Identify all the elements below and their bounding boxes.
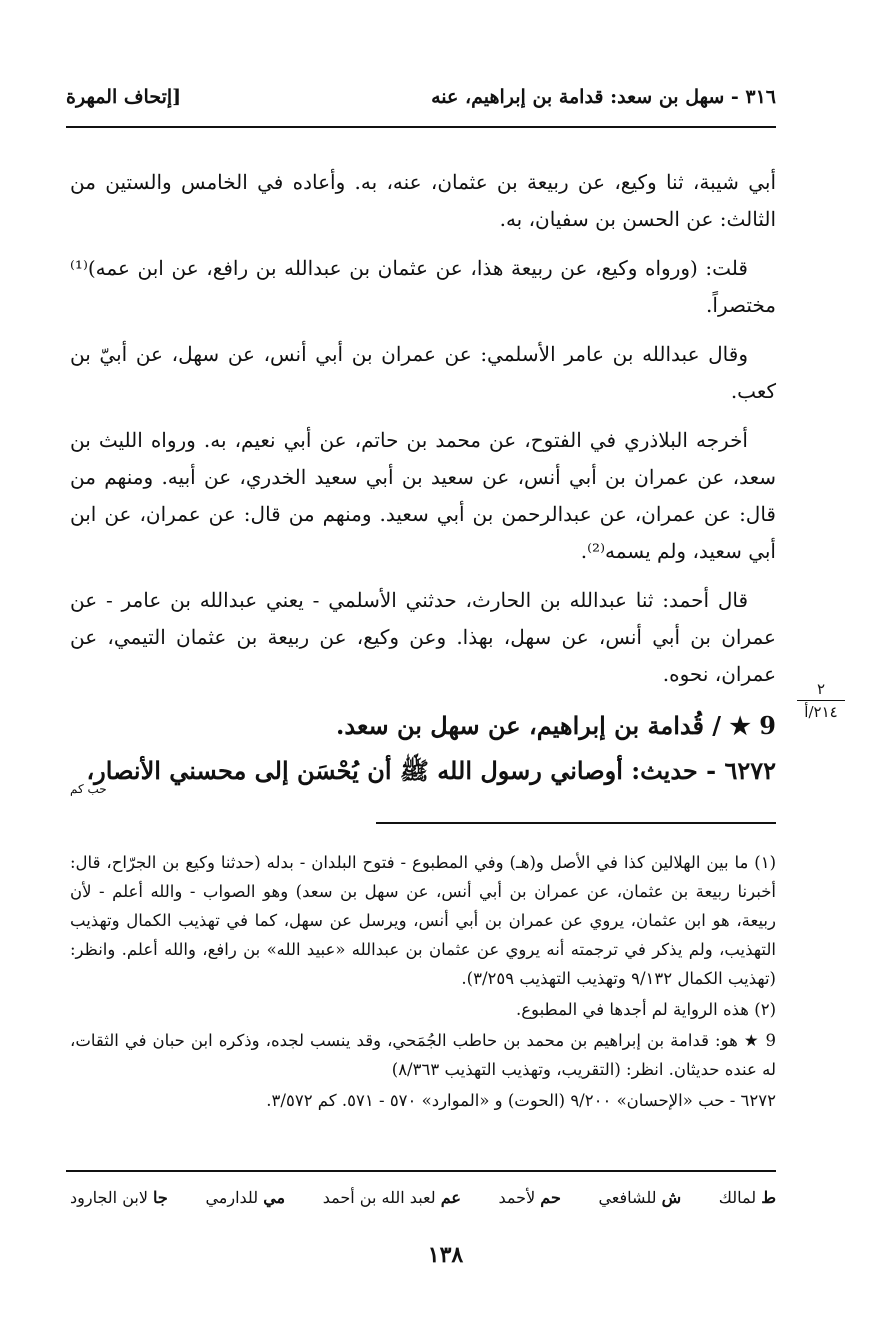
margin-ref-bottom: ٢١٤/أ	[804, 703, 838, 721]
page-number: ١٣٨	[427, 1242, 464, 1268]
abbr-label: لمالك	[718, 1188, 757, 1207]
paragraph: أخرجه البلاذري في الفتوح، عن محمد بن حاتم، عن أبي نعيم، به. ورواه الليث بن سعد، عن عمران بن أبي أنس، عن سعيد بن أبي سعيد الخدري، عن أبيه. ومنهم من قال: عن عمران، عن عبدالرحمن بن أبي سعيد. ومنهم من قال: عن عمران، عن ابن أبي سعيد، ولم يسمه⁽²⁾.	[70, 428, 777, 563]
hadith-sigla	[70, 782, 776, 796]
main-text	[70, 164, 776, 791]
abbr-label: للشافعي	[598, 1188, 657, 1207]
footnote: 9 ★ هو: قدامة بن إبراهيم بن محمد بن حاطب الجُمَحي، وقد ينسب لجده، وذكره ابن حبان في الثقات، له عنده حديثان. انظر: (التقريب، وتهذيب التهذيب ٨/٣٦٣)	[70, 1031, 776, 1079]
abbr-code: ط	[761, 1188, 776, 1207]
paragraph: قلت: (ورواه وكيع، عن ربيعة هذا، عن عثمان بن عبدالله بن رافع، عن ابن عمه)⁽¹⁾ مختصراً.	[70, 256, 776, 317]
footnote: (٢) هذه الرواية لم أجدها في المطبوع.	[515, 1000, 776, 1019]
narrator-heading: 9 ★ / قُدامة بن إبراهيم، عن سهل بن سعد.	[336, 711, 776, 740]
paragraph: وقال عبدالله بن عامر الأسلمي: عن عمران بن أبي أنس، عن سهل، عن أبيّ بن كعب.	[70, 342, 776, 403]
footnote: (١) ما بين الهلالين كذا في الأصل و(هـ) وفي المطبوع - فتوح البلدان - بدله (حدثنا وكيع بن الجرّاح، قال: أخبرنا ربيعة بن عثمان، عن عمران بن أبي أنس، عن سهل بن سعد) وهو الصواب - والله أعلم - لأن ربيعة، هو ابن عثمان، يروي عن عمران بن أبي أنس، ويرسل عن سهل، كما في تهذيب الكمال وتهذيب التهذيب، ولم يذكر في ترجمته أنه يروي عن عثمان بن عبدالله «عبيد الله» بن رافع، والله أعلم. وانظر: (تهذيب الكمال ٩/١٣٢ وتهذيب التهذيب ٣/٢٥٩).	[70, 853, 776, 988]
footnote: ٦٢٧٢ - حب «الإحسان» ٩/٢٠٠ (الحوت) و «الموارد» ٥٧٠ - ٥٧١. كم ٣/٥٧٢.	[266, 1091, 776, 1110]
abbr-code: جا	[153, 1188, 168, 1207]
abbr-item	[719, 1188, 776, 1207]
sigla-text: حب كم	[70, 782, 107, 796]
abbreviation-key	[70, 1188, 776, 1207]
margin-ref-top: ٢	[816, 680, 826, 698]
footnotes	[70, 848, 776, 1117]
abbr-label: للدارمي	[205, 1188, 259, 1207]
running-header	[66, 86, 776, 120]
abbr-code: مي	[263, 1188, 286, 1207]
header-divider	[66, 126, 776, 128]
abbr-item	[70, 1188, 168, 1207]
abbr-label: لأحمد	[498, 1188, 536, 1207]
abbr-code: حم	[540, 1188, 561, 1207]
abbr-item	[598, 1188, 681, 1207]
abbr-item	[499, 1188, 561, 1207]
abbr-item	[205, 1188, 285, 1207]
header-chapter-title: ٣١٦ - سهل بن سعد: قدامة بن إبراهيم، عنه	[431, 86, 776, 108]
margin-ref-bar	[797, 700, 845, 701]
abbr-label: لعبد الله بن أحمد	[322, 1188, 436, 1207]
paragraph: قال أحمد: ثنا عبدالله بن الحارث، حدثني الأسلمي - يعني عبدالله بن عامر - عن عمران بن أبي أنس، عن سهل، بهذا. وعن وكيع، عن ربيعة بن عثمان التيمي، عن عمران، نحوه.	[70, 588, 776, 686]
abbr-label: لابن الجارود	[70, 1188, 148, 1207]
abbr-code: عم	[440, 1188, 461, 1207]
abbr-item	[323, 1188, 461, 1207]
footnote-divider	[376, 822, 776, 824]
header-book-title: [إتحاف المهرة	[66, 86, 182, 108]
abbr-code: ش	[661, 1188, 682, 1207]
hadith-heading: ٦٢٧٢ - حديث: أوصاني رسول الله ﷺ أن يُحْسَن إلى محسني الأنصار،	[86, 756, 776, 785]
margin-reference	[796, 680, 846, 721]
paragraph: أبي شيبة، ثنا وكيع، عن ربيعة بن عثمان، عنه، به. وأعاده في الخامس والستين من الثالث: عن الحسن بن سفيان، به.	[70, 170, 776, 231]
abbreviations-divider	[66, 1170, 776, 1172]
